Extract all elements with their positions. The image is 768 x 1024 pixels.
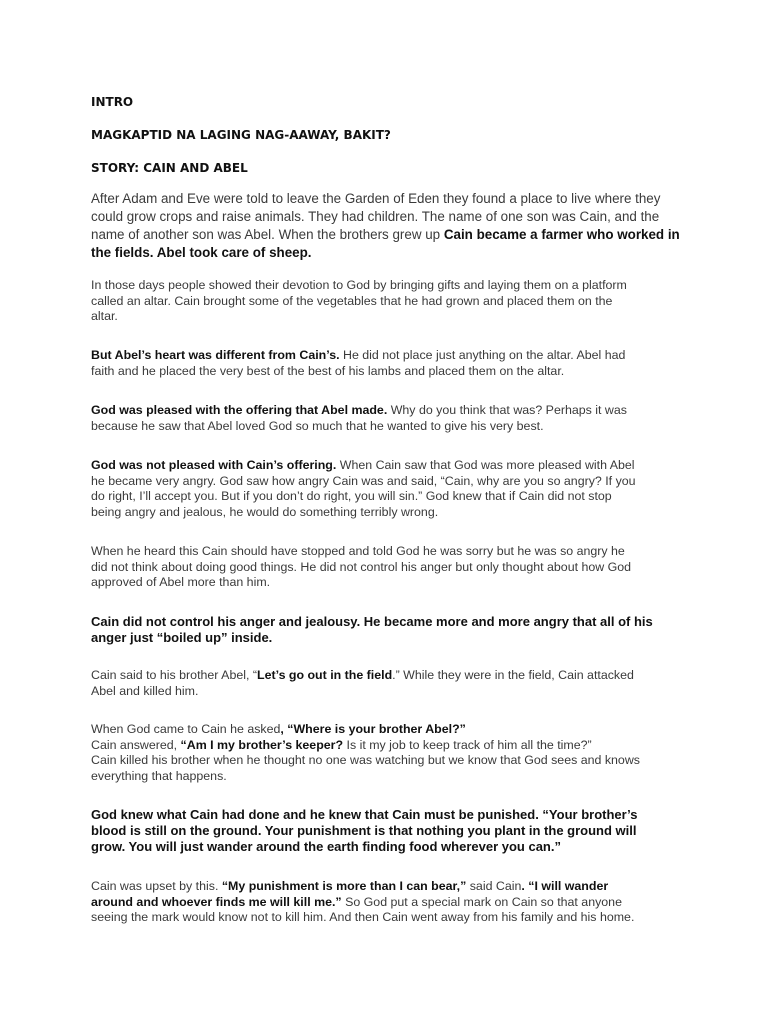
text-run: When Cain saw that God was more pleased with Abel: [336, 458, 635, 472]
bold-text-run: But Abel’s heart was different from Cain’s.: [91, 348, 340, 362]
text-line: [91, 403, 681, 419]
text-line: [91, 208, 681, 226]
text-line: [91, 807, 681, 823]
paragraph-9: [91, 722, 681, 784]
text-line: [91, 879, 681, 895]
text-run: When he heard this Cain should have stopped and told God he was sorry but he was so angry he: [91, 544, 625, 558]
text-line: [91, 738, 681, 754]
paragraph-8: [91, 668, 681, 699]
bold-text-run: Cain became a farmer who worked in: [443, 227, 680, 242]
text-line: [91, 895, 681, 911]
bold-text-run: God knew what Cain had done and he knew that Cain must be punished. “Your brother’s: [91, 807, 638, 822]
bold-text-run: the fields. Abel took care of sheep.: [91, 245, 312, 260]
text-line: [91, 722, 681, 738]
text-line: [91, 190, 681, 208]
bold-text-run: . “I will wander: [521, 879, 609, 893]
text-line: [91, 910, 681, 926]
paragraph-6: [91, 544, 681, 591]
text-run: Cain killed his brother when he thought no one was watching but we know that God sees and knows: [91, 753, 640, 768]
text-line: [91, 614, 681, 630]
text-run: being angry and jealous, he would do something terribly wrong.: [91, 504, 439, 519]
bold-text-run: God was not pleased with Cain’s offering.: [91, 458, 337, 472]
text-run: Why do you think that was? Perhaps it was: [387, 403, 627, 417]
bold-text-run: anger just “boiled up” inside.: [91, 630, 273, 645]
text-run: altar.: [91, 309, 118, 324]
text-run: because he saw that Abel loved God so much that he wanted to give his very best.: [91, 418, 544, 433]
text-run: So God put a special mark on Cain so that anyone: [341, 894, 622, 909]
text-line: [91, 668, 681, 684]
text-run: he became very angry. God saw how angry Cain was and said, “Cain, why are you so angry? If you: [91, 473, 636, 488]
text-run: did not think about doing good things. He did not control his anger but only thought about how God: [91, 559, 632, 574]
text-run: Cain said to his brother Abel, “: [91, 668, 257, 682]
text-run: could grow crops and raise animals. They had children. The name of one son was Cain, and the: [91, 209, 660, 224]
text-run: name of another son was Abel. When the brothers grew up: [91, 227, 444, 242]
text-line: [91, 244, 681, 262]
text-run: Cain answered,: [91, 737, 181, 752]
text-line: [91, 474, 681, 490]
text-run: .” While they were in the field, Cain attacked: [392, 668, 634, 682]
text-run: approved of Abel more than him.: [91, 575, 271, 590]
text-line: [91, 823, 681, 839]
text-run: faith and he placed the very best of the best of his lambs and placed them on the altar.: [91, 363, 565, 378]
paragraph-2: [91, 278, 681, 325]
text-run: When God came to Cain he asked: [91, 722, 281, 736]
text-line: [91, 505, 681, 521]
text-line: [91, 309, 681, 325]
bold-text-run: “My punishment is more than I can bear,”: [221, 879, 467, 893]
text-run: Is it my job to keep track of him all the time?”: [343, 737, 592, 752]
text-run: seeing the mark would know not to kill him. And then Cain went away from his family and his home.: [91, 910, 635, 925]
text-line: [91, 839, 681, 855]
bold-text-run: Let’s go out in the field: [257, 668, 393, 682]
heading-question: MAGKAPTID NA LAGING NAG-AAWAY, BAKIT?: [91, 128, 391, 142]
bold-text-run: God was pleased with the offering that Abel made.: [91, 403, 388, 417]
text-run: do right, I’ll accept you. But if you don’t do right, you will sin.” God knew that if Cain did not stop: [91, 489, 612, 504]
bold-text-run: “Am I my brother’s keeper?: [180, 737, 344, 752]
paragraph-10: [91, 807, 681, 855]
text-run: After Adam and Eve were told to leave the Garden of Eden they found a place to live where they: [91, 191, 661, 206]
paragraph-11: [91, 879, 681, 926]
text-line: [91, 226, 681, 244]
text-run: Abel and killed him.: [91, 683, 199, 698]
text-run: said Cain: [466, 879, 522, 893]
paragraph-7: [91, 614, 681, 646]
text-run: called an altar. Cain brought some of the vegetables that he had grown and placed them on the: [91, 293, 613, 308]
text-line: [91, 769, 681, 785]
paragraph-3: [91, 348, 681, 379]
text-line: [91, 684, 681, 700]
text-line: [91, 560, 681, 576]
bold-text-run: around and whoever finds me will kill me.”: [91, 894, 342, 909]
paragraph-1: [91, 190, 681, 262]
text-line: [91, 364, 681, 380]
text-line: [91, 278, 681, 294]
text-run: He did not place just anything on the altar. Abel had: [339, 348, 626, 362]
bold-text-run: blood is still on the ground. Your punishment is that nothing you plant in the ground will: [91, 823, 637, 838]
text-run: everything that happens.: [91, 768, 227, 783]
text-line: [91, 489, 681, 505]
text-line: [91, 294, 681, 310]
paragraph-5: [91, 458, 681, 520]
text-line: [91, 458, 681, 474]
bold-text-run: Cain did not control his anger and jealousy. He became more and more angry that all of his: [91, 614, 653, 629]
heading-story: STORY: CAIN AND ABEL: [91, 161, 248, 175]
text-run: Cain was upset by this.: [91, 879, 222, 893]
text-line: [91, 419, 681, 435]
text-line: [91, 630, 681, 646]
paragraph-4: [91, 403, 681, 434]
text-line: [91, 544, 681, 560]
bold-text-run: , “Where is your brother Abel?”: [280, 722, 466, 736]
text-line: [91, 753, 681, 769]
text-run: In those days people showed their devotion to God by bringing gifts and laying them on a platform: [91, 278, 627, 292]
bold-text-run: grow. You will just wander around the earth finding food wherever you can.”: [91, 839, 561, 854]
text-line: [91, 575, 681, 591]
text-line: [91, 348, 681, 364]
heading-intro: INTRO: [91, 95, 134, 109]
